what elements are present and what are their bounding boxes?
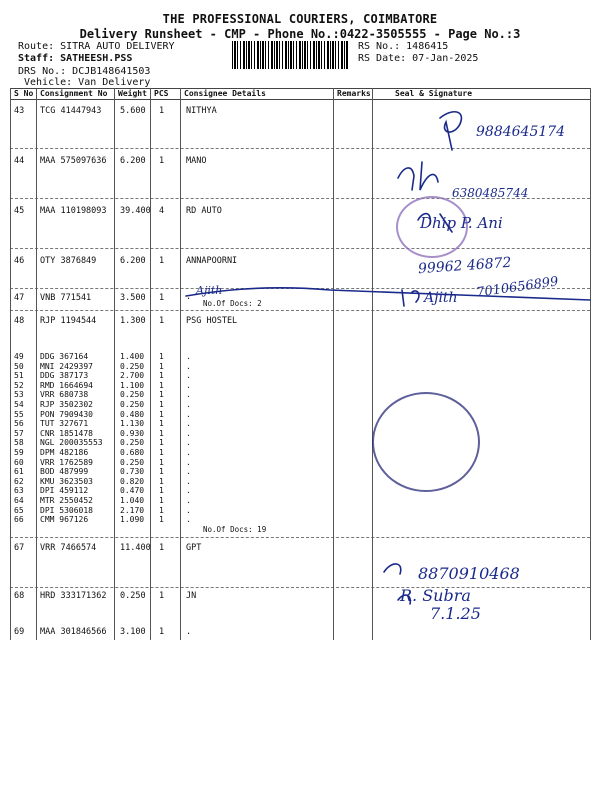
row-sno: 64 (14, 496, 24, 505)
row-pcs: 1 (159, 515, 164, 525)
signature-scribble (440, 112, 461, 150)
row-sno: 62 (14, 476, 24, 486)
row-weight: 0.250 (120, 457, 145, 467)
row-consignee-dot: . (186, 505, 191, 515)
handwritten-phone: 7010656899 (475, 274, 560, 301)
handwritten-name: Ajith (424, 290, 458, 306)
row-consignee-dot: . (186, 467, 191, 477)
row-sno: 67 (14, 543, 25, 553)
handwritten-phone: 8870910468 (418, 564, 520, 583)
row-consignee-dot: . (186, 438, 191, 448)
row-pcs: 1 (159, 106, 165, 116)
row-consignment-no: MAA 575097636 (40, 156, 107, 166)
row-pcs: 4 (159, 206, 165, 216)
row-pcs: 1 (159, 438, 164, 448)
row-consignee: JN (186, 591, 197, 601)
row-weight: 0.470 (120, 486, 145, 496)
row-weight: 1.040 (120, 496, 145, 505)
row-consignee: RD AUTO (186, 206, 222, 216)
row-sno: 54 (14, 400, 24, 409)
row-weight: 0.250 (120, 361, 145, 371)
row-sno: 45 (14, 206, 25, 216)
row-consignee: . (186, 627, 192, 637)
row-pcs: 1 (159, 419, 164, 429)
row-weight: 11.400 (120, 543, 151, 553)
row-consignment-no: KMU 3623503 (40, 476, 93, 486)
row-pcs: 1 (159, 476, 164, 486)
row-consignment-no: MAA 110198093 (40, 206, 107, 216)
row-consignment-no: NGL 200035553 (40, 438, 103, 448)
row-consignment-no: MAA 301846566 (40, 627, 107, 637)
row-weight: 1.300 (120, 316, 146, 326)
row-weight: 0.730 (120, 467, 145, 477)
row-sno: 47 (14, 293, 25, 303)
handwritten-date: 7.1.25 (430, 604, 481, 623)
col-header-sno: S No (14, 89, 34, 98)
row-sno: 60 (14, 457, 24, 467)
row-pcs: 1 (159, 543, 165, 553)
col-header-remarks: Remarks (337, 89, 371, 98)
row-sno: 66 (14, 515, 24, 525)
row-consignee-dot: . (186, 448, 191, 457)
row-sno: 55 (14, 409, 24, 419)
row-consignment-no: DPI 459112 (40, 486, 89, 496)
row-weight: 0.250 (120, 591, 146, 601)
row-consignment-no: HRD 333171362 (40, 591, 107, 601)
row-sno: 69 (14, 627, 25, 637)
row-consignment-no: RJP 3502302 (40, 400, 93, 409)
row-consignee-dot: . (186, 400, 191, 409)
row-weight: 5.600 (120, 106, 146, 116)
row-sno: 53 (14, 390, 24, 400)
row-consignee: ANNAPOORNI (186, 256, 238, 266)
row-consignment-no: TCG 41447943 (40, 106, 102, 116)
row-weight: 0.820 (120, 476, 145, 486)
signature-scribble (384, 564, 401, 574)
col-header-weight: Weight (118, 89, 147, 98)
row-weight: 6.200 (120, 156, 146, 166)
handwritten-phone: 9884645174 (476, 124, 566, 140)
row-weight: 0.250 (120, 438, 145, 448)
row-sno: 48 (14, 316, 25, 326)
row-pcs: 1 (159, 156, 165, 166)
row-consignment-no: BOD 487999 (40, 467, 89, 477)
row-weight: 0.480 (120, 409, 145, 419)
row-weight: 1.100 (120, 380, 145, 390)
row-consignee-dot: . (186, 361, 191, 371)
row-pcs: 1 (159, 361, 164, 371)
row-consignee: PSG HOSTEL (186, 316, 238, 326)
row-consignment-no: PON 7909430 (40, 409, 93, 419)
row-sno: 63 (14, 486, 24, 496)
row-consignment-no: RMD 1664694 (40, 380, 93, 390)
row-consignment-no: VRR 7466574 (40, 543, 97, 553)
row-weight: 3.100 (120, 627, 146, 637)
route-text: Route: SITRA AUTO DELIVERY (18, 41, 175, 52)
row-pcs: 1 (159, 371, 164, 381)
row-sno: 68 (14, 591, 25, 601)
row-pcs: 1 (159, 390, 164, 400)
row-pcs: 1 (159, 316, 165, 326)
row-pcs: 1 (159, 496, 164, 505)
row-pcs: 1 (159, 627, 165, 637)
row-consignment-no: DDG 387173 (40, 371, 89, 381)
row-pcs: 1 (159, 505, 164, 515)
row-pcs: 1 (159, 256, 165, 266)
row-pcs: 1 (159, 591, 165, 601)
row-consignment-no: OTY 3876849 (40, 256, 97, 266)
row-consignee: NITHYA (186, 106, 217, 116)
col-header-pcs: PCS (154, 89, 169, 98)
row-consignment-no: CMM 967126 (40, 515, 89, 525)
col-header-seal-signature: Seal & Signature (395, 89, 473, 98)
row-consignment-no: CNR 1851478 (40, 428, 93, 438)
row-weight: 1.400 (120, 352, 145, 361)
row-weight: 0.680 (120, 448, 145, 457)
row-sno: 61 (14, 467, 24, 477)
row-consignment-no: VRR 680738 (40, 390, 89, 400)
row-sno: 52 (14, 380, 24, 390)
row-sno: 44 (14, 156, 25, 166)
row-consignment-no: VRR 1762589 (40, 457, 93, 467)
row-consignee-dot: . (186, 457, 191, 467)
row-consignment-no: MNI 2429397 (40, 361, 93, 371)
row-sno: 56 (14, 419, 24, 429)
row-weight: 0.930 (120, 428, 145, 438)
row-consignee-dot: . (186, 390, 191, 400)
row-consignee-dot: . (186, 496, 191, 505)
row-weight: 0.250 (120, 400, 145, 409)
row-sno: 65 (14, 505, 24, 515)
row-pcs: 1 (159, 409, 164, 419)
row-consignment-no: DPM 482186 (40, 448, 89, 457)
row-sno: 58 (14, 438, 24, 448)
row-consignee-dot: . (186, 486, 191, 496)
row-consignee-dot: . (186, 428, 191, 438)
row-sno: 57 (14, 428, 24, 438)
row-pcs: 1 (159, 486, 164, 496)
row-weight: 1.130 (120, 419, 145, 429)
row-consignee-dot: . (186, 380, 191, 390)
row-sno: 49 (14, 352, 24, 361)
row-consignee-dot: . (186, 352, 191, 361)
runsheet-title: Delivery Runsheet - CMP - Phone No.:0422-3505555 - Page No.:3 (79, 27, 521, 41)
row-sno: 46 (14, 256, 25, 266)
row-consignment-no: VNB 771541 (40, 293, 92, 303)
rs-date: RS Date: 07-Jan-2025 (358, 53, 479, 64)
row-pcs: 1 (159, 448, 164, 457)
row-weight: 6.200 (120, 256, 146, 266)
col-header-consignee: Consignee Details (184, 89, 266, 98)
company-stamp (372, 392, 480, 492)
row-weight: 3.500 (120, 293, 146, 303)
signature-scribble (398, 162, 438, 190)
handwritten-initials: Ajith (196, 284, 223, 297)
row-consignee-dot: . (186, 419, 191, 429)
row-consignment-no: DDG 367164 (40, 352, 89, 361)
drs-number: DRS No.: DCJB148641503 (18, 66, 151, 77)
row-pcs: 1 (159, 428, 164, 438)
row-sno: 59 (14, 448, 24, 457)
row-consignee: GPT (186, 543, 202, 553)
handwritten-phone: 6380485744 (452, 186, 529, 200)
row-sno: 50 (14, 361, 24, 371)
row-weight: 0.250 (120, 390, 145, 400)
row-consignee-dot: . (186, 515, 191, 525)
row-pcs: 1 (159, 400, 164, 409)
row-consignment-no: RJP 1194544 (40, 316, 97, 326)
row-consignee-dot: . (186, 371, 191, 381)
row-pcs: 1 (159, 380, 164, 390)
row-weight: 1.090 (120, 515, 145, 525)
row-pcs: 1 (159, 457, 164, 467)
staff-text: Staff: SATHEESH.PSS (18, 53, 133, 64)
row-pcs: 1 (159, 467, 164, 477)
row-consignment-no: DPI 5306018 (40, 505, 93, 515)
row-consignee-dot: . (186, 476, 191, 486)
row-weight: 39.400 (120, 206, 151, 216)
col-header-consignment: Consignment No (40, 89, 108, 98)
handwritten-name: Dhip P. Ani (420, 214, 503, 232)
no-of-docs: No.Of Docs: 19 (203, 525, 267, 534)
row-consignee-dot: . (186, 409, 191, 419)
row-pcs: 1 (159, 293, 165, 303)
row-consignment-no: MTR 2550452 (40, 496, 93, 505)
handwritten-name: R. Subra (400, 586, 471, 605)
row-weight: 2.170 (120, 505, 145, 515)
row-consignment-no: TUT 327671 (40, 419, 89, 429)
row-consignee: MANO (186, 156, 207, 166)
company-name: THE PROFESSIONAL COURIERS, COIMBATORE (162, 12, 438, 26)
row-weight: 2.700 (120, 371, 145, 381)
row-sno: 43 (14, 106, 25, 116)
row-consignee: . (186, 292, 192, 302)
row-sno: 51 (14, 371, 24, 381)
no-of-docs: No.Of Docs: 2 (203, 299, 262, 308)
handwritten-phone: 99962 46872 (417, 254, 512, 278)
row-pcs: 1 (159, 352, 164, 361)
rs-number: RS No.: 1486415 (358, 41, 449, 52)
vehicle-text: Vehicle: Van Delivery (24, 77, 151, 88)
